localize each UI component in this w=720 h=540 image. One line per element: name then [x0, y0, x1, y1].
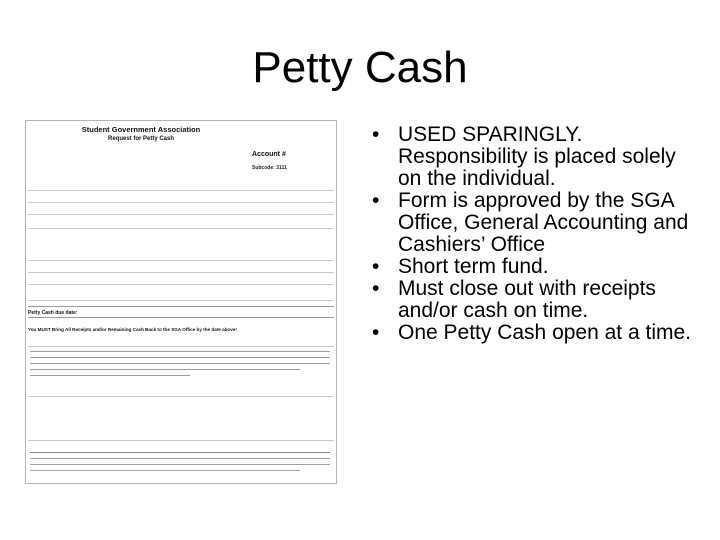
bullet-item: [372, 322, 692, 344]
bullet-text: Must close out with receipts and/or cash on time.: [398, 277, 656, 322]
form-agreement-line: [30, 363, 330, 364]
bullet-item: [372, 190, 692, 256]
bullet-glyph: •: [372, 255, 380, 278]
form-subcode-label: Subcode: 3111: [252, 165, 287, 171]
form-row-organization: [28, 191, 334, 203]
bullet-glyph: •: [372, 321, 380, 344]
bullet-glyph: •: [372, 277, 380, 300]
bullet-text: Form is approved by the SGA Office, General Accounting and Cashiers’ Office: [398, 189, 689, 256]
form-row-location: [28, 273, 334, 285]
form-row-event-dates: [28, 261, 334, 273]
form-due-date-row: Petty Cash due date:: [28, 306, 334, 318]
form-agreement-line: [30, 375, 190, 376]
bullet-text: USED SPARINGLY. Responsibility is placed solely on the individual.: [398, 123, 676, 190]
form-reminder-line: [30, 464, 330, 465]
bullet-glyph: •: [372, 123, 380, 146]
form-row-custodian: [28, 173, 334, 191]
form-row-sga-approval: [28, 415, 334, 441]
form-subtitle: Request for Petty Cash: [107, 136, 174, 142]
bullet-item: [372, 256, 692, 278]
form-row-purpose: [28, 229, 334, 261]
form-row-expense-date: [28, 335, 334, 347]
form-agreement-line: [30, 369, 300, 370]
form-agreement-line: [30, 357, 330, 358]
slide-title: Petty Cash: [252, 43, 468, 92]
bullet-text: Short term fund.: [398, 255, 549, 278]
bullet-item: [372, 124, 692, 190]
petty-cash-form-image: [25, 120, 337, 484]
form-row-amount: [28, 203, 334, 215]
form-account-label: Account #: [252, 151, 286, 158]
bullet-text: One Petty Cash open at a time.: [398, 321, 691, 344]
form-reminder-line: [30, 470, 300, 471]
form-header: [26, 125, 256, 143]
form-reminder-line: [30, 458, 330, 459]
form-agreement-line: [30, 351, 330, 352]
form-row-signed: [28, 383, 334, 397]
form-reminder-divider: [30, 452, 330, 453]
form-row-participants: [28, 289, 334, 301]
form-title: Student Government Association: [81, 125, 201, 134]
form-must-return-notice: You MUST Bring All Receipts and/or Remaining Cash Back to the SGA Office by the date above!: [28, 327, 237, 332]
bullet-list: [372, 124, 692, 344]
form-row-justification: [28, 215, 334, 229]
bullet-glyph: •: [372, 189, 380, 212]
bullet-item: [372, 278, 692, 322]
